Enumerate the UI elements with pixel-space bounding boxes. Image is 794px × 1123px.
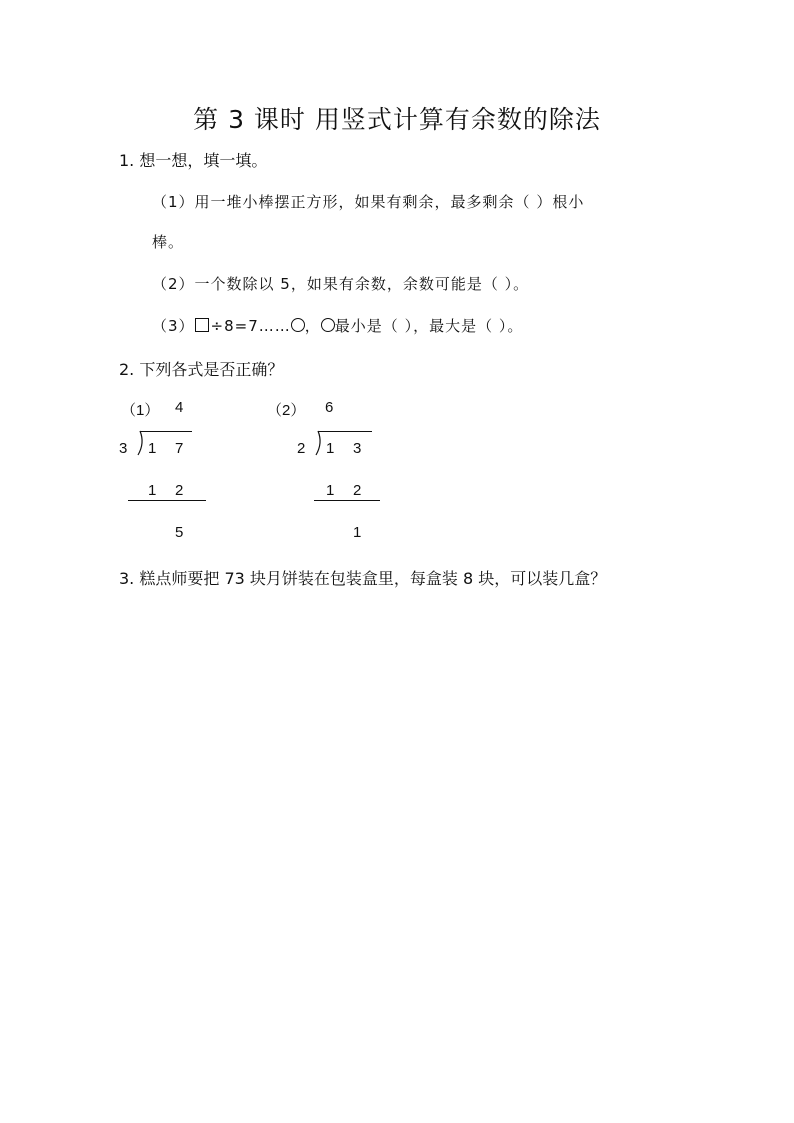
square-blank-icon <box>195 318 209 332</box>
item-3-prefix: （3） <box>152 317 195 335</box>
calc-1-division-bar <box>140 431 192 432</box>
calc-1-product-digit: 1 <box>148 482 157 499</box>
item-3-equation: ÷8=7…… <box>210 317 291 335</box>
calc-1-dividend-digit: 7 <box>175 440 184 457</box>
circle-blank-icon <box>321 318 335 332</box>
calc-1-remainder: 5 <box>175 524 184 541</box>
calc-2-division-bar <box>318 431 372 432</box>
question-1-item-1-line-2: 棒。 <box>152 233 185 251</box>
calc-1-quotient: 4 <box>175 399 184 416</box>
calc-1-divisor: 3 <box>119 440 128 457</box>
question-3-heading: 3. 糕点师要把 73 块月饼装在包装盒里，每盒装 8 块，可以装几盒？ <box>119 569 607 588</box>
question-2-heading: 2. 下列各式是否正确？ <box>119 360 284 379</box>
calc-2-subtraction-line <box>314 500 380 501</box>
question-1-item-3 <box>152 315 523 336</box>
calc-1-product-digit: 2 <box>175 482 184 499</box>
calc-1-division-bracket <box>136 431 146 457</box>
calc-2-label: （2） <box>267 402 306 419</box>
calc-1-label: （1） <box>121 402 160 419</box>
calc-1-subtraction-line <box>128 500 206 501</box>
item-3-comma: ， <box>304 317 321 335</box>
question-1-heading: 1. 想一想，填一填。 <box>119 151 268 170</box>
item-3-rest: 最小是（ ），最大是（ ）。 <box>334 317 524 335</box>
calc-2-division-bracket <box>314 431 324 457</box>
calc-2-remainder: 1 <box>353 524 362 541</box>
question-1-item-2: （2）一个数除以 5，如果有余数，余数可能是（ ）。 <box>152 275 530 293</box>
calc-2-product-digit: 2 <box>353 482 362 499</box>
calc-2-divisor: 2 <box>297 440 306 457</box>
circle-blank-icon <box>291 318 305 332</box>
question-1-item-1-line-1: （1）用一堆小棒摆正方形，如果有剩余，最多剩余（ ）根小 <box>152 193 585 211</box>
page-title: 第 3 课时 用竖式计算有余数的除法 <box>193 105 601 134</box>
calc-2-dividend-digit: 1 <box>326 440 335 457</box>
calc-2-quotient: 6 <box>325 399 334 416</box>
calc-1-dividend-digit: 1 <box>148 440 157 457</box>
calc-2-product-digit: 1 <box>326 482 335 499</box>
calc-2-dividend-digit: 3 <box>353 440 362 457</box>
